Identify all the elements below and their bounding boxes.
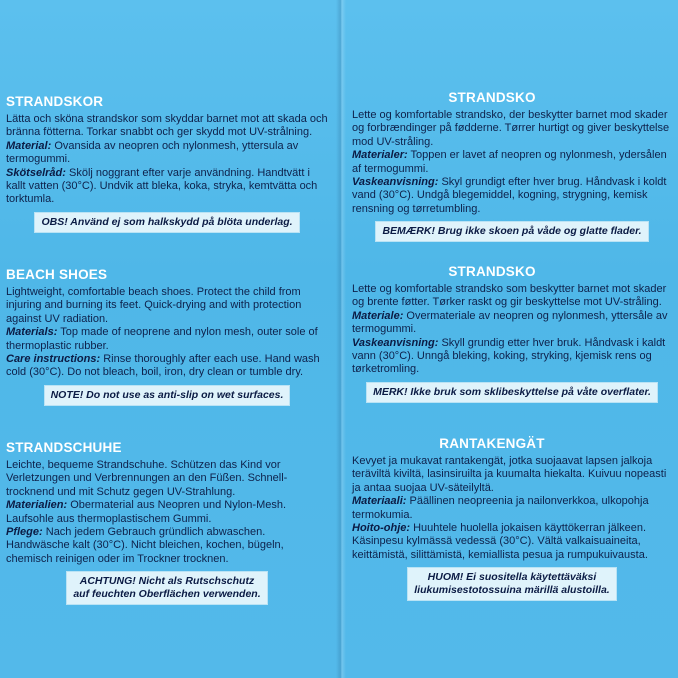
section-finnish [352, 436, 672, 601]
section-german [6, 440, 328, 605]
material-text: Materials: Top made of neoprene and nylon mesh, outer sole of thermoplastic rubber. [6, 326, 318, 352]
warning-note: NOTE! Do not use as anti-slip on wet surfaces. [44, 385, 291, 406]
intro-text: Leichte, bequeme Strandschuhe. Schützen das Kind vor Verletzungen und Verbrennungen an den Füßen. Schnell-trocknend und mit Schutz gegen UV-Strahlung. [6, 459, 288, 498]
material-text: Material: Ovansida av neopren och nylonmesh, yttersula av termogummi. [6, 139, 299, 166]
warning-note: HUOM! Ei suositella käytettäväksi liukumisestotossuina märillä alustoilla. [407, 567, 616, 601]
care-text: Pflege: Nach jedem Gebrauch gründlich abwaschen. Handwäsche kalt (30°C). Nicht bleichen, kochen, bügeln, chemisch reinigen oder im Trockner trocknen. [6, 526, 284, 565]
intro-text: Lightweight, comfortable beach shoes. Protect the child from injuring and burning its feet. Quick-drying and with protection against UV radiation. [6, 286, 302, 325]
section-norwegian [352, 264, 672, 403]
intro-text: Lette og komfortable strandsko som beskytter barnet mot skader og brente føtter. Tørker raskt og gir beskyttelse mot UV-stråling. [352, 283, 667, 309]
care-text: Care instructions: Rinse thoroughly after each use. Hand wash cold (30°C). Do not bleach, boil, iron, dry clean or tumble dry. [6, 353, 320, 379]
material-text: Materialien: Obermaterial aus Neopren und Nylon-Mesh. Laufsohle aus thermoplastischem Gummi. [6, 499, 287, 525]
page-fold [336, 0, 346, 678]
warning-note: ACHTUNG! Nicht als Rutschschutz auf feuchten Oberflächen verwenden. [66, 571, 267, 605]
intro-text: Lette og komfortable strandsko, der beskytter barnet mod skader og forbrændinger på fødderne. Tørrer hurtigt og giver beskyttelse mod UV-stråling. [352, 109, 670, 148]
care-text: Vaskeanvisning: Skyll grundig etter hver bruk. Håndvask i kaldt vann (30°C). Unngå bleking, koking, stryking, kjemisk rens og tørketromling. [352, 336, 666, 376]
section-title: STRANDSKOR [6, 94, 104, 109]
warning-note: OBS! Använd ej som halkskydd på blöta underlag. [34, 212, 299, 233]
warning-note: BEMÆRK! Brug ikke skoen på våde og glatte flader. [375, 221, 648, 242]
care-text: Vaskeanvisning: Skyl grundigt efter hver brug. Håndvask i koldt vand (30°C). Undgå blegemiddel, kogning, strygning, kemisk rensning og tørretumbling. [352, 176, 667, 215]
section-title: STRANDSKO [448, 264, 536, 279]
care-text: Hoito-ohje: Huuhtele huolella jokaisen käyttökerran jälkeen. Käsinpesu kylmässä vedessä (30°C). Vältä valkaisuaineita, keittämistä, silittämistä, kemiallista pesua ja rumpukuivausta. [352, 522, 648, 561]
care-text: Skötselråd: Skölj noggrant efter varje användning. Handtvätt i kallt vatten (30°C). Undvik att bleka, koka, stryka, kemtvätta och torktumla. [6, 166, 318, 206]
section-title: STRANDSKO [448, 90, 536, 105]
section-title: RANTAKENGÄT [439, 436, 545, 451]
section-title: STRANDSCHUHE [6, 440, 122, 455]
material-text: Materialer: Toppen er lavet af neopren og nylonmesh, ydersålen af termogummi. [352, 149, 667, 175]
section-english [6, 267, 328, 406]
material-text: Materiaali: Päällinen neopreenia ja nailonverkkoa, ulkopohja termokumia. [352, 495, 649, 521]
material-text: Materiale: Overmateriale av neopren og nylonmesh, yttersåle av termogummi. [352, 309, 668, 336]
left-column [0, 0, 334, 678]
right-column [346, 0, 678, 678]
intro-text: Kevyet ja mukavat rantakengät, jotka suojaavat lapsen jalkoja teräviltä kiviltä, lasinsiruilta ja kuumalta hiekalta. Kuivuu nopeasti ja antaa suojaa UV-säteilyltä. [352, 455, 667, 494]
intro-text: Lätta och sköna strandskor som skyddar barnet mot att skada och bränna fötterna. Torkar snabbt och ger skydd mot UV-strålning. [6, 113, 328, 139]
section-danish [352, 90, 672, 242]
section-swedish [6, 94, 328, 233]
section-title: BEACH SHOES [6, 267, 108, 282]
warning-note: MERK! Ikke bruk som sklibeskyttelse på våte overflater. [366, 382, 658, 403]
